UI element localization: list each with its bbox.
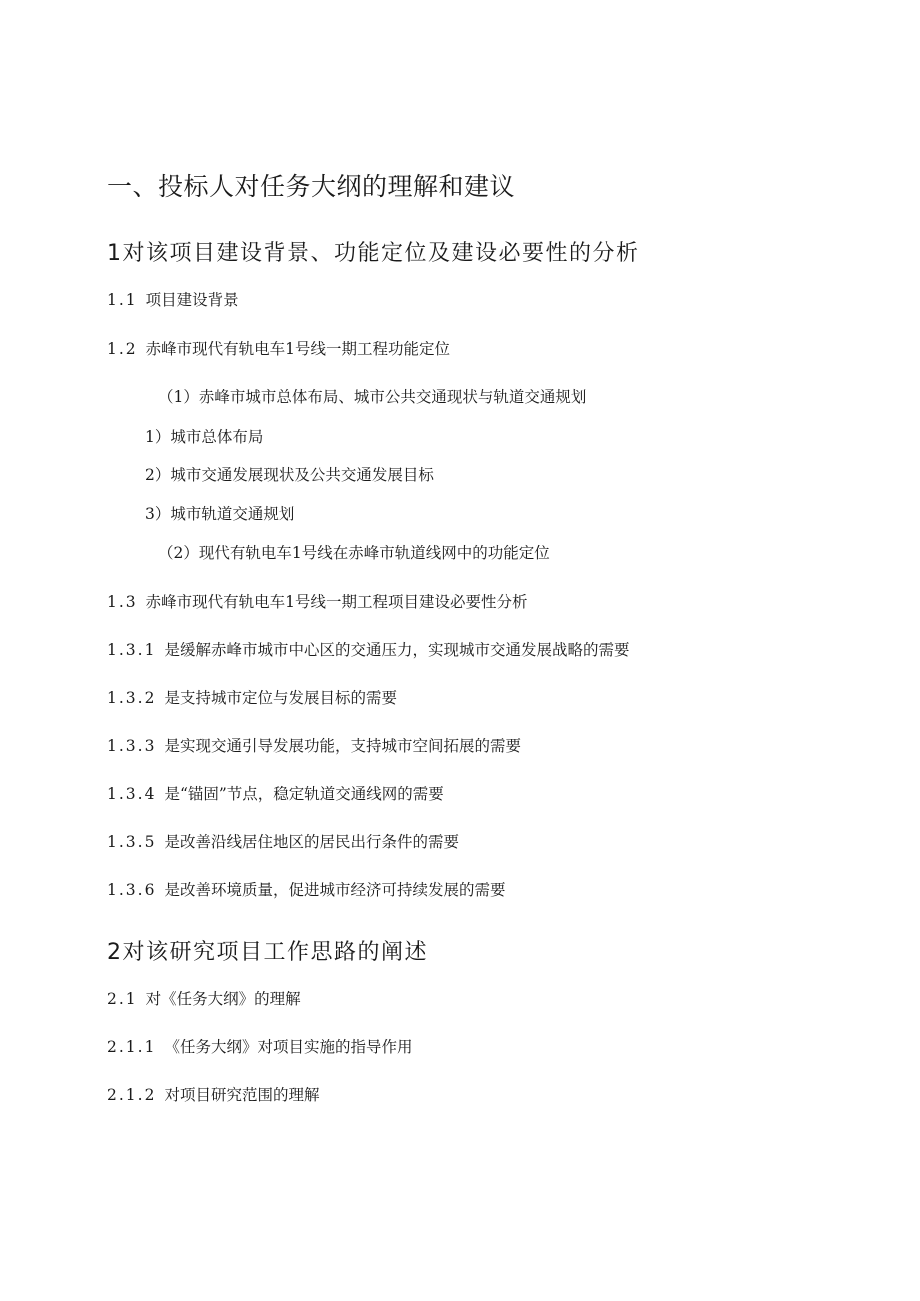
section-2-heading: 2对该研究项目工作思路的阐述 xyxy=(107,940,428,965)
outline-item-2-1-1 xyxy=(107,1035,412,1057)
outline-item-2-1-2 xyxy=(107,1083,319,1105)
outline-text: 是改善沿线居住地区的居民出行条件的需要 xyxy=(164,833,459,851)
outline-item-1-3-3 xyxy=(107,734,521,756)
outline-item-1-3-1 xyxy=(107,638,629,660)
outline-item-1-1 xyxy=(107,288,239,310)
outline-number: 1.3.3 xyxy=(107,737,157,755)
outline-text: 项目建设背景 xyxy=(145,291,239,309)
outline-item-1-3-2 xyxy=(107,686,397,708)
outline-text: 是实现交通引导发展功能，支持城市空间拓展的需要 xyxy=(164,737,521,755)
outline-number: 1.3.4 xyxy=(107,785,157,803)
outline-number: 2.1.2 xyxy=(107,1086,157,1104)
section-1-heading: 1对该项目建设背景、功能定位及建设必要性的分析 xyxy=(107,241,640,266)
outline-text: 1）城市总体布局 xyxy=(145,428,264,446)
outline-number: 1.1 xyxy=(107,291,138,309)
outline-number: 2.1.1 xyxy=(107,1038,157,1056)
outline-item-1-3-4 xyxy=(107,782,444,804)
outline-text: 3）城市轨道交通规划 xyxy=(145,505,295,523)
outline-text: 是支持城市定位与发展目标的需要 xyxy=(164,689,397,707)
outline-text: 《任务大纲》对项目实施的指导作用 xyxy=(164,1038,413,1056)
outline-text: 赤峰市现代有轨电车1号线一期工程功能定位 xyxy=(145,340,451,358)
outline-text: 对《任务大纲》的理解 xyxy=(145,990,301,1008)
outline-item-1-3-5 xyxy=(107,830,459,852)
outline-item-2-1 xyxy=(107,987,301,1009)
outline-text: （2）现代有轨电车1号线在赤峰市轨道线网中的功能定位 xyxy=(158,544,550,562)
outline-text: 赤峰市现代有轨电车1号线一期工程项目建设必要性分析 xyxy=(145,593,528,611)
outline-text: （1）赤峰市城市总体布局、城市公共交通现状与轨道交通规划 xyxy=(158,388,587,406)
outline-number: 1.3.2 xyxy=(107,689,157,707)
outline-text: 是缓解赤峰市城市中心区的交通压力，实现城市交通发展战略的需要 xyxy=(164,641,630,659)
outline-number: 1.3 xyxy=(107,593,138,611)
outline-item-1-3-6 xyxy=(107,878,505,900)
outline-number: 1.3.6 xyxy=(107,881,157,899)
outline-text: 2）城市交通发展现状及公共交通发展目标 xyxy=(145,466,434,484)
outline-subitem-1 xyxy=(158,385,586,407)
outline-number: 1.3.1 xyxy=(107,641,157,659)
outline-number: 2.1 xyxy=(107,990,138,1008)
outline-text: 是改善环境质量，促进城市经济可持续发展的需要 xyxy=(164,881,506,899)
outline-subsubitem-1 xyxy=(145,425,263,447)
outline-number: 1.3.5 xyxy=(107,833,157,851)
outline-text: 对项目研究范围的理解 xyxy=(164,1086,320,1104)
outline-text: 是“锚固”节点，稳定轨道交通线网的需要 xyxy=(164,785,444,803)
outline-item-1-2 xyxy=(107,337,450,359)
outline-subsubitem-2 xyxy=(145,463,434,485)
outline-number: 1.2 xyxy=(107,340,138,358)
outline-subsubitem-3 xyxy=(145,502,294,524)
outline-item-1-3 xyxy=(107,590,528,612)
main-heading: 一、投标人对任务大纲的理解和建议 xyxy=(107,172,516,201)
outline-subitem-2 xyxy=(158,541,550,563)
